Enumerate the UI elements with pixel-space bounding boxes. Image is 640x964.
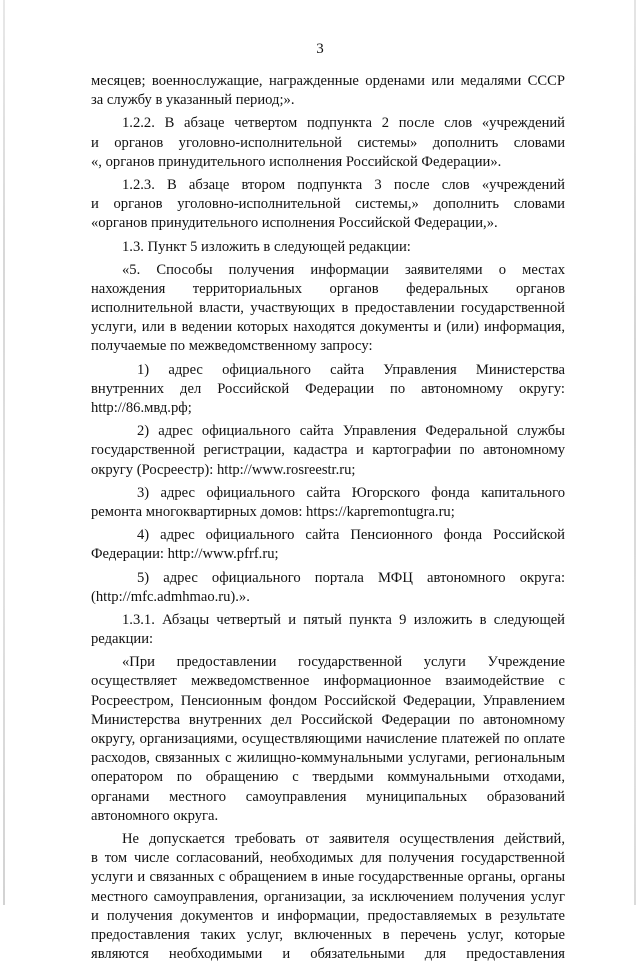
scan-edge-left <box>3 0 5 905</box>
text-line: и органов уголовно-исполнительной системы» дополнить словами <box>91 134 565 151</box>
text-line: 5) адрес официального портала МФЦ автономного округа: <box>137 569 565 586</box>
page-number: 3 <box>316 41 324 57</box>
text-line: http://86.мвд.рф; <box>91 400 192 416</box>
text-line: внутренних дел Российской Федерации по автономному округу: <box>91 380 565 397</box>
text-line: 1) адрес официального сайта Управления Министерства <box>137 361 565 378</box>
text-line: исполнительной власти, участвующих в предоставлении государственной <box>91 300 565 317</box>
scan-edge-right <box>634 0 636 905</box>
text-line: оператором по обращению с твердыми коммунальными отходами, <box>91 769 565 786</box>
text-line: являются необходимыми и обязательными для предоставления <box>91 946 565 963</box>
text-line: автономного округа. <box>91 807 219 824</box>
text-line: «5. Способы получения информации заявителями о местах <box>122 261 565 278</box>
text-line: услуги, или в ведении которых находятся документы и (или) информация, <box>91 319 565 336</box>
text-line: осуществляет межведомственное информационное взаимодействие с <box>91 673 565 690</box>
text-line: 1.2.3. В абзаце втором подпункта 3 после слов «учреждений <box>122 176 565 193</box>
text-line: 4) адрес официального сайта Пенсионного фонда Российской <box>137 527 565 544</box>
text-line: ремонта многоквартирных домов: https://kapremontugra.ru; <box>91 503 455 520</box>
text-line: 3) адрес официального сайта Югорского фонда капитального <box>137 484 565 501</box>
text-line: «, органов принудительного исполнения Российской Федерации». <box>91 153 502 170</box>
text-line: нахождения территориальных органов федеральных органов <box>91 280 565 297</box>
text-line: и получения документов и информации, предоставляемых в результате <box>91 907 565 924</box>
text-line: местного самоуправления, организации, за исключением получения услуг <box>91 888 565 905</box>
text-line: 1.3. Пункт 5 изложить в следующей редакции: <box>122 238 411 255</box>
text-line: получаемые по межведомственному запросу: <box>91 338 373 355</box>
text-line: 1.2.2. В абзаце четвертом подпункта 2 после слов «учреждений <box>122 115 565 132</box>
text-line: расходов, связанных с жилищно-коммунальными услугами, региональным <box>91 750 565 767</box>
text-line: и органов уголовно-исполнительной системы,» дополнить словами <box>91 196 565 213</box>
text-line: в том числе согласований, необходимых для получения государственной <box>91 850 565 867</box>
text-line: 2) адрес официального сайта Управления Федеральной службы <box>137 423 565 440</box>
text-line: «органов принудительного исполнения Российской Федерации,». <box>91 215 498 232</box>
text-line: округу (Росреестр): http://www.rosreestr.ru; <box>91 461 356 478</box>
text-line: Федерации: http://www.pfrf.ru; <box>91 546 279 563</box>
text-line: органами местного самоуправления муниципальных образований <box>91 788 565 805</box>
text-line: округу, организациями, осуществляющими начисление платежей по оплате <box>91 731 565 747</box>
text-line: Министерства внутренних дел Российской Федерации по автономному <box>91 711 565 728</box>
text-line: Росреестром, Пенсионным фондом Российской Федерации, Управлением <box>91 692 565 709</box>
text-line: «При предоставлении государственной услуги Учреждение <box>122 654 565 671</box>
text-line: государственной регистрации, кадастра и картографии по автономному <box>91 442 565 459</box>
text-line: предоставления таких услуг, включенных в перечень услуг, которые <box>91 926 565 943</box>
document-body <box>91 72 565 964</box>
text-line: услуги и связанных с обращением в иные государственные органы, органы <box>91 869 565 886</box>
text-line: редакции: <box>91 631 154 648</box>
text-line: Не допускается требовать от заявителя осуществления действий, <box>122 830 565 847</box>
text-line: 1.3.1. Абзацы четвертый и пятый пункта 9 изложить в следующей <box>122 611 565 628</box>
text-line: месяцев; военнослужащие, награжденные орденами или медалями СССР <box>91 73 565 89</box>
text-line: (http://mfc.admhmao.ru).». <box>91 588 250 605</box>
text-line: за службу в указанный период;». <box>91 92 295 109</box>
